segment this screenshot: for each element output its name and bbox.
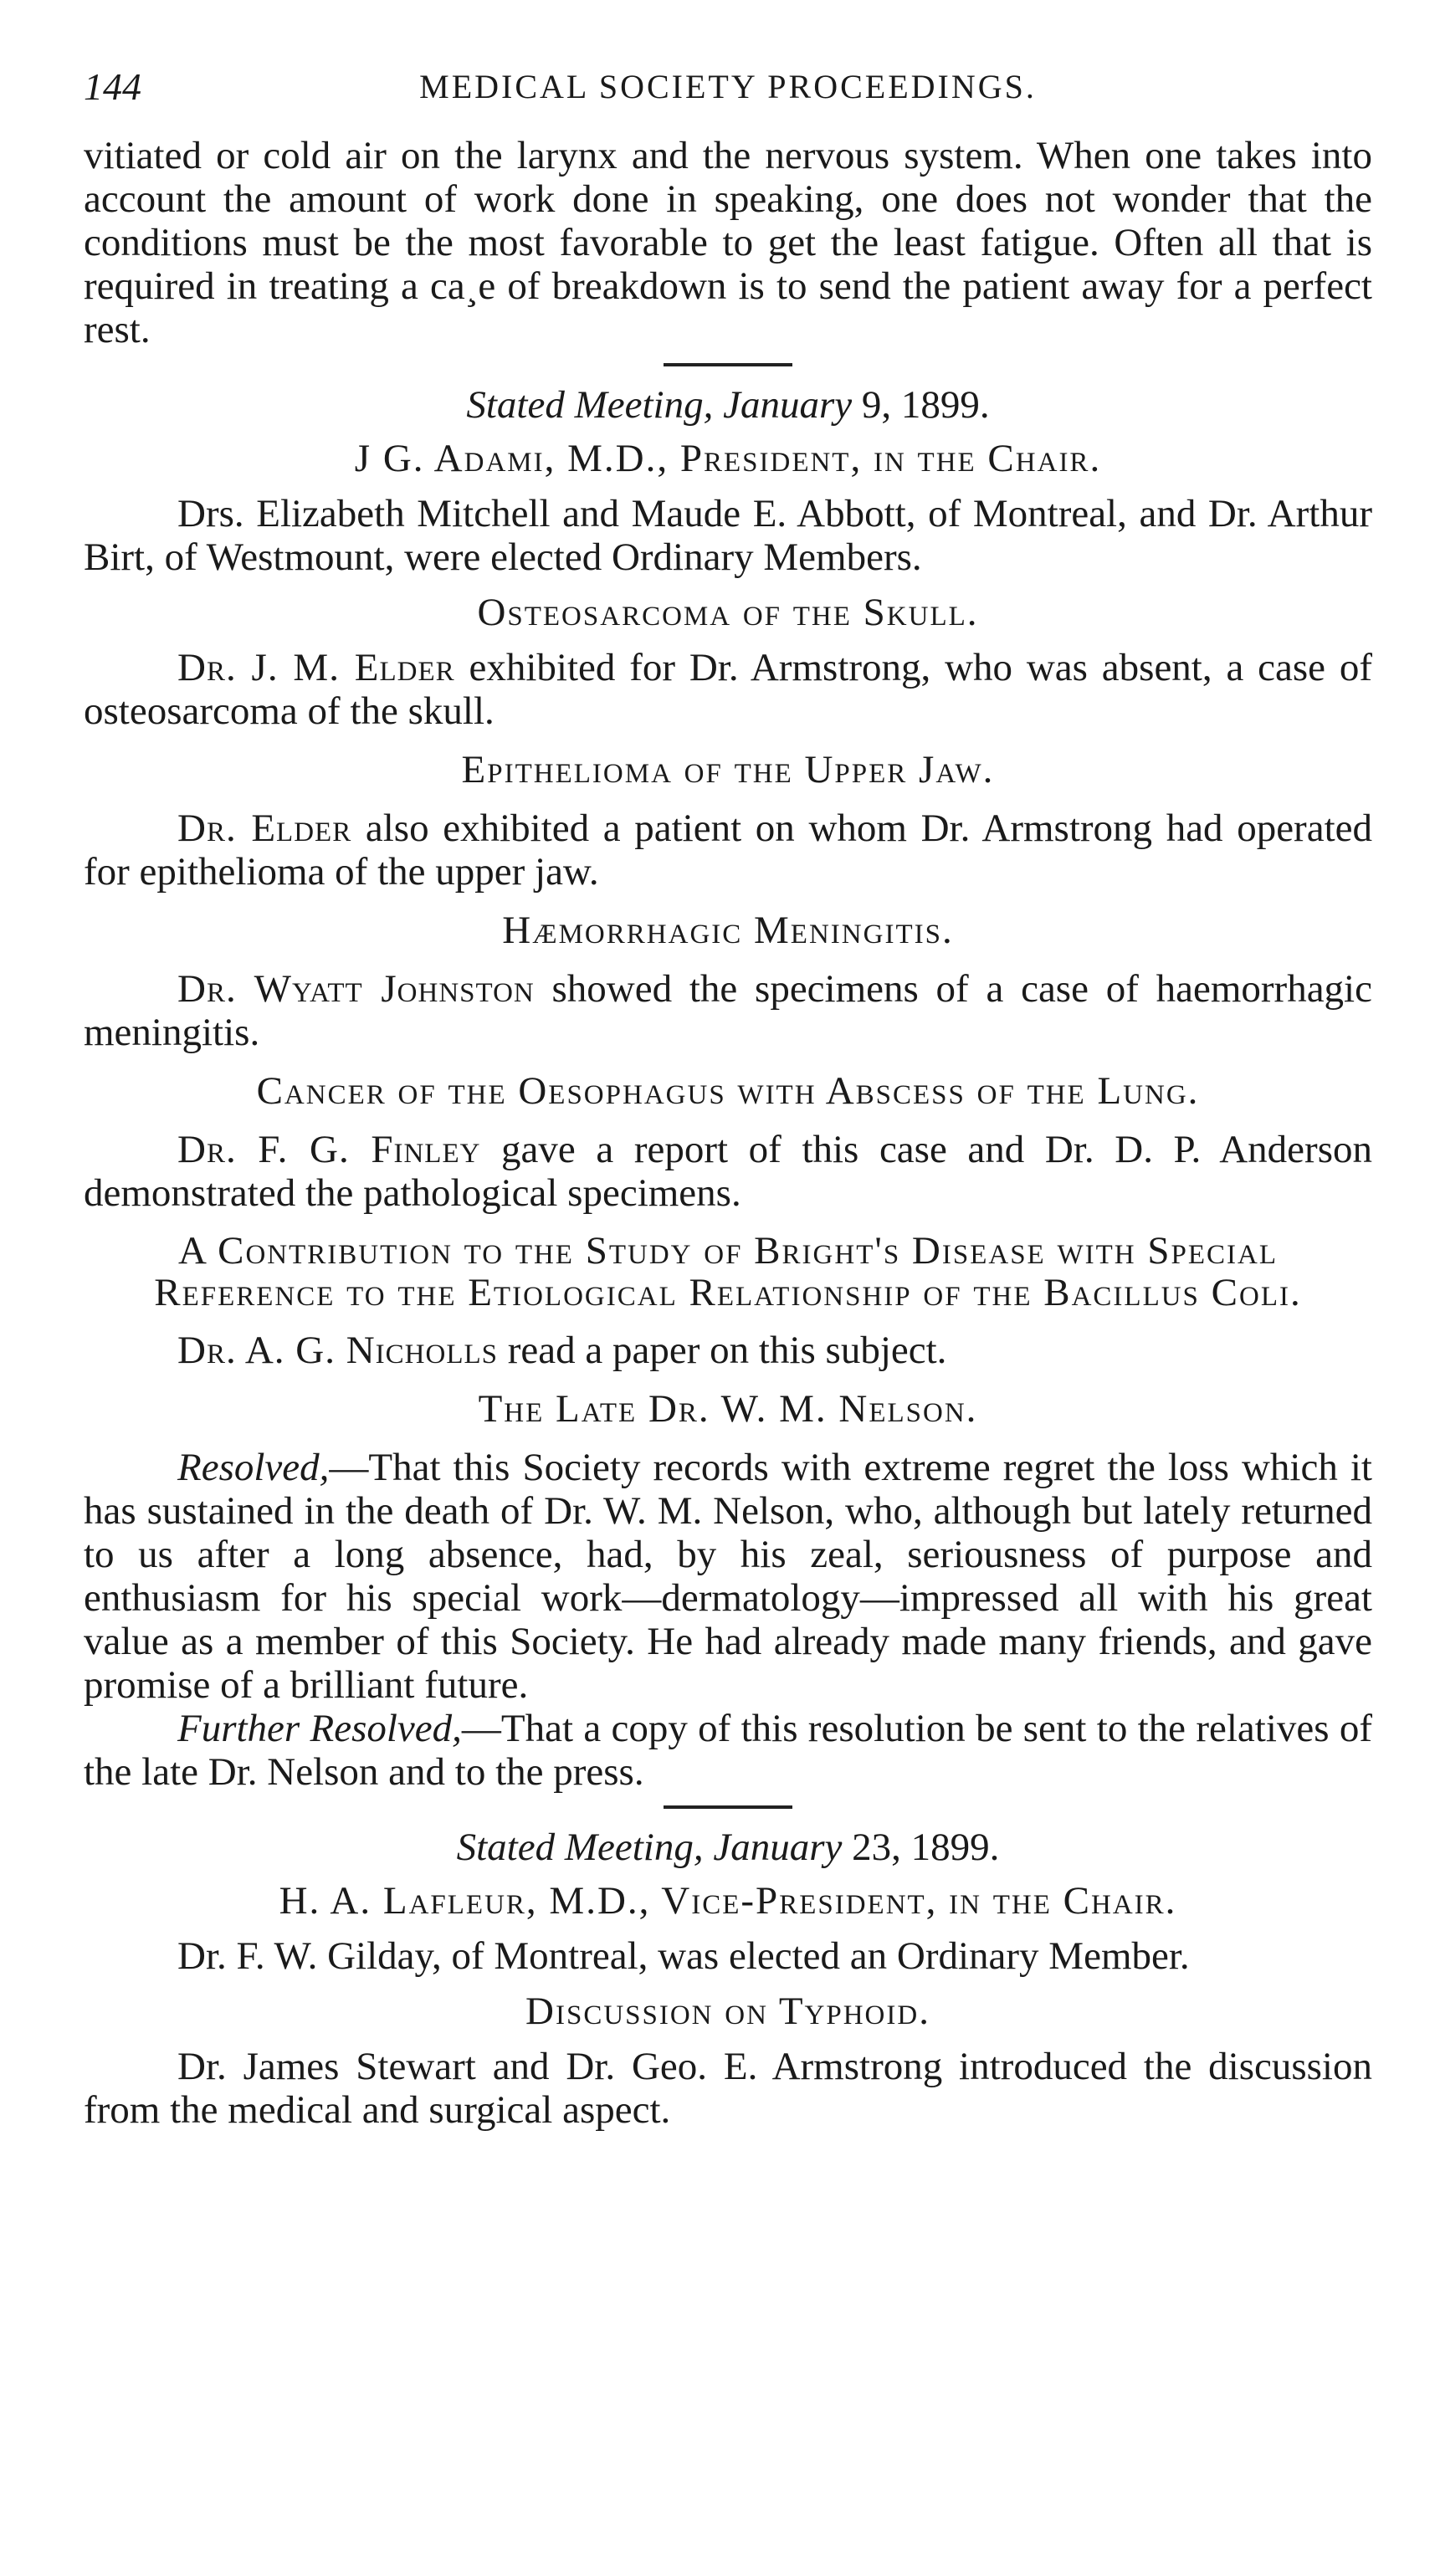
document-page [84, 65, 1372, 2542]
section-text: also exhibited a patient on whom Dr. Armstrong had operated for epithelioma of the upper jaw. [84, 807, 1372, 894]
obituary-heading: The Late Dr. W. M. Nelson. [478, 1387, 978, 1431]
meeting-title-italic: Stated Meeting, January [456, 1826, 843, 1869]
section-heading: Epithelioma of the Upper Jaw. [461, 748, 995, 791]
section-paragraph [84, 646, 1372, 733]
election-paragraph: Dr. F. W. Gilday, of Montreal, was elected an Ordinary Member. [177, 1934, 1190, 1978]
section-divider [664, 363, 792, 366]
further-resolution-paragraph [84, 1707, 1372, 1794]
intro-paragraph: vitiated or cold air on the larynx and the nervous system. When one takes into account the amount of work done in speaking, one does not wonder that the conditions must be the most favorable to get the least fatigue. Often all that is required in treating a ca¸e of breakdown is to send the patient away for a perfect rest. [84, 134, 1372, 351]
section-paragraph [84, 967, 1372, 1054]
speaker-name: Dr. Elder [177, 807, 352, 850]
meeting-title-date: 23, 1899. [852, 1826, 1000, 1869]
section-paragraph [84, 1128, 1372, 1215]
meeting-title-date: 9, 1899. [861, 383, 990, 427]
section-heading: A Contribution to the Study of Bright's Disease with Special Reference to the Etiological Relationship of the Bacillus Coli. [154, 1229, 1302, 1314]
page-header [84, 65, 1372, 119]
section-text: read a paper on this subject. [498, 1329, 947, 1372]
resolved-text: —That this Society records with extreme regret the loss which it has sustained in the death of Dr. W. M. Nelson, who, although but lately returned to us after a long absence, had, by his zeal, seriousness of purpose and enthusiasm for his special work—dermatology—impressed all with his great value as a member of this Society. He had already made many friends, and gave promise of a brilliant future. [84, 1446, 1372, 1707]
section-heading: Discussion on Typhoid. [525, 1990, 930, 2033]
further-resolved-label: Further Resolved, [177, 1707, 462, 1750]
resolution-paragraph [84, 1446, 1372, 1707]
resolved-label: Resolved, [177, 1446, 330, 1489]
section-text: showed the specimens of a case of haemorrhagic meningitis. [84, 967, 1372, 1054]
section-heading: Cancer of the Oesophagus with Abscess of the Lung. [256, 1069, 1200, 1113]
meeting-title [84, 1826, 1372, 1869]
section-text: exhibited for Dr. Armstrong, who was absent, a case of osteosarcoma of the skull. [84, 646, 1372, 733]
chair-line: J G. Adami, M.D., President, in the Chair. [354, 437, 1102, 480]
chair-line: H. A. Lafleur, M.D., Vice-President, in the Chair. [279, 1879, 1177, 1923]
speaker-name: Dr. F. G. Finley [177, 1128, 481, 1171]
section-text: gave a report of this case and Dr. D. P. Anderson demonstrated the pathological specimens. [84, 1128, 1372, 1215]
speaker-name: Dr. A. G. Nicholls [177, 1329, 499, 1372]
election-paragraph: Drs. Elizabeth Mitchell and Maude E. Abbott, of Montreal, and Dr. Arthur Birt, of Westmount, were elected Ordinary Members. [84, 492, 1372, 579]
section-heading: Hæmorrhagic Meningitis. [502, 909, 954, 952]
further-resolved-text: —That a copy of this resolution be sent to the relatives of the late Dr. Nelson and to the press. [84, 1707, 1372, 1794]
meeting-title [84, 383, 1372, 427]
discussion-paragraph: Dr. James Stewart and Dr. Geo. E. Armstrong introduced the discussion from the medical and surgical aspect. [84, 2045, 1372, 2132]
speaker-name: Dr. Wyatt Johnston [177, 967, 535, 1011]
section-paragraph [84, 1329, 1372, 1372]
section-divider [664, 1805, 792, 1809]
running-title: MEDICAL SOCIETY PROCEEDINGS. [419, 68, 1037, 105]
speaker-name: Dr. J. M. Elder [177, 646, 455, 689]
section-paragraph [84, 807, 1372, 894]
meeting-title-italic: Stated Meeting, January [466, 383, 853, 427]
page-number: 144 [84, 65, 141, 108]
section-heading: Osteosarcoma of the Skull. [477, 591, 979, 634]
